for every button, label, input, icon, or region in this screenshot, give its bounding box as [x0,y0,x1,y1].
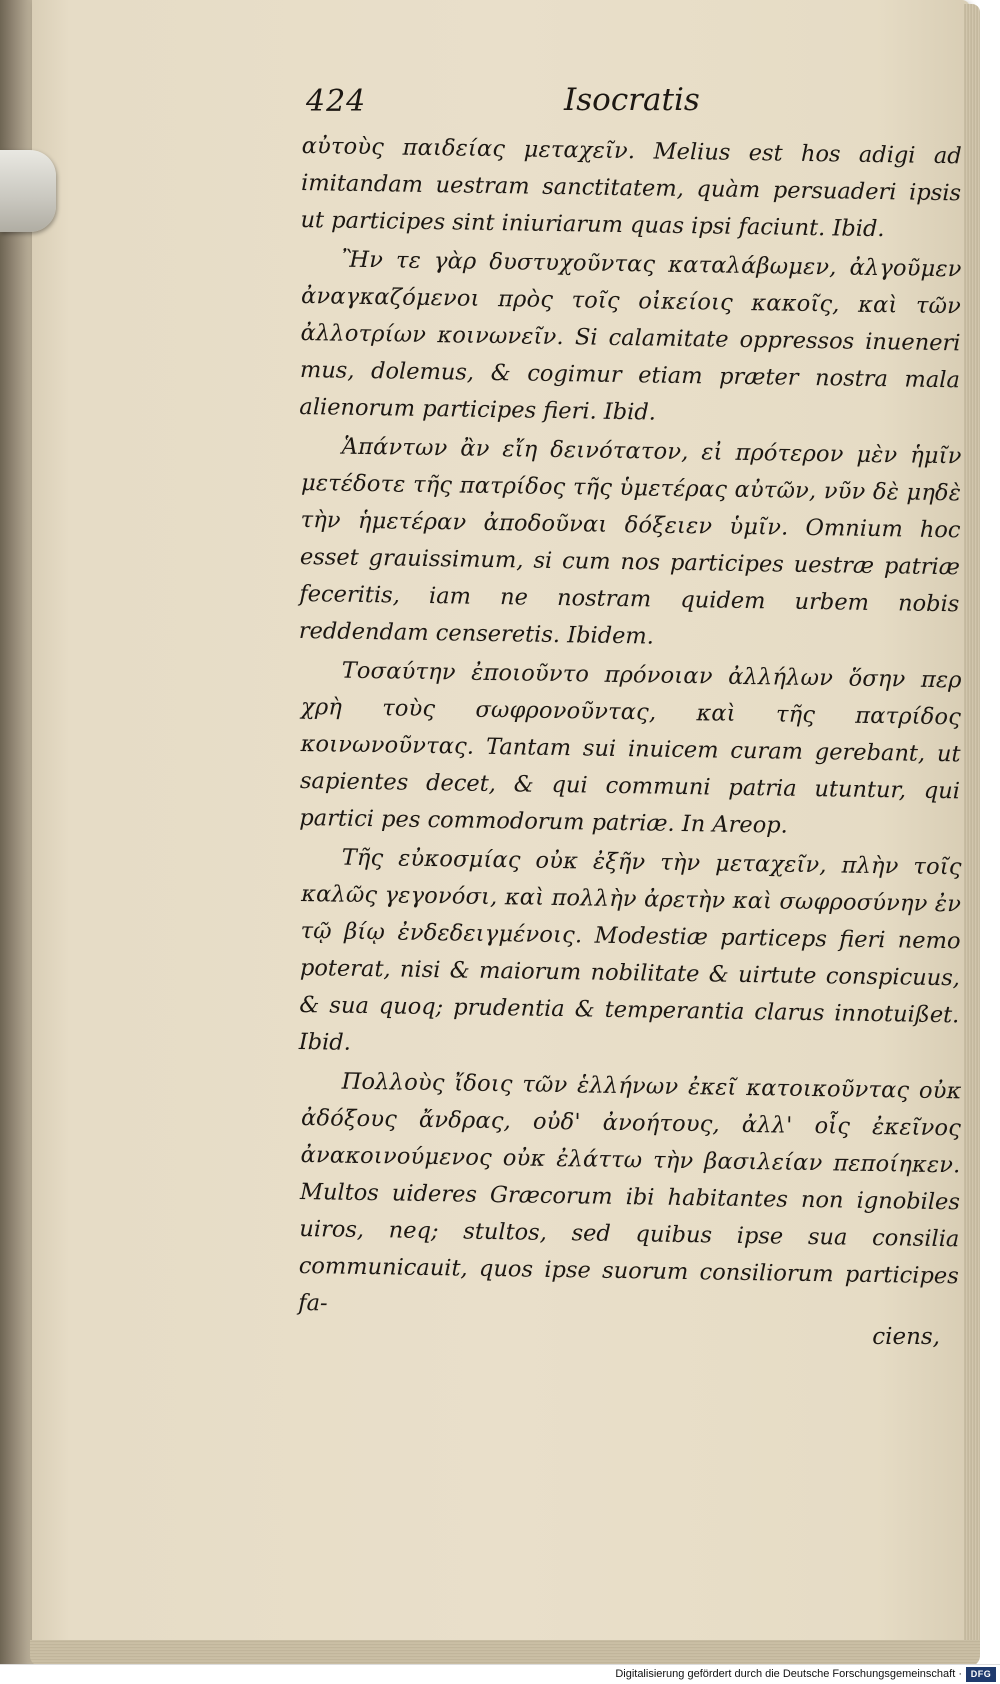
running-title: Isocratis [564,82,700,118]
greek-quote: Ἢν τε γὰρ δυστυχοῦντας καταλάβωμεν, ἀλγοῦμεν ἀναγκαζόμενοι πρὸς τοῖς οἰκείοις κακοῖς, καὶ τῶν ἀλλοτρίων κοινωνεῖν. [300,246,962,351]
paragraph-2 [299,241,962,436]
latin-translation: Melius est hos adigi ad imitandam uestram sanctitatem, quàm persuaderi ipsis ut participes sint iniuriarum quas ipsi faciunt. Ibid. [300,138,962,243]
paragraph-3 [299,428,962,660]
latin-translation: Modestiæ particeps fieri nemo poterat, nisi & maiorum nobilitate & uirtute conspicuus, & sua quoq; prudentia & temperantia clarus innotuißet. Ibid. [298,922,961,1056]
latin-translation: Multos uideres Græcorum ibi habitantes non ignobiles uiros, neq; stultos, sed quibus ipse sua consilia communicauit, quos ipse suorum consiliorum participes fa- [298,1178,961,1317]
paragraph-4 [299,652,962,847]
page-text-block [298,82,962,1350]
paragraph-5 [299,839,962,1071]
latin-translation: Tantam sui inuicem curam gerebant, ut sapientes decet, & qui communi patria utuntur, qui partici pes commodorum patriæ. In Areop. [299,733,961,839]
paragraph-1 [300,128,962,249]
latin-translation: Omnium hoc esset grauissimum, si cum nos participes uestræ patriæ feceritis, iam ne nostram quidem urbem nobis reddendam censeretis. Ibidem. [298,514,961,650]
paragraph-6 [298,1063,962,1332]
page-stack-right-edge [964,4,980,1660]
greek-quote: Τοσαύτην ἐποιοῦντο πρόνοιαν ἀλλήλων ὅσην περ χρὴ τοὺς σωφρονοῦντας, καὶ τῆς πατρίδος κοινωνοῦντας. [300,657,962,760]
digitization-footer [0,1664,1000,1684]
page-number: 424 [306,84,367,119]
greek-quote: αὐτοὺς παιδείας μεταχεῖν. [301,132,636,165]
page-clip-tab [0,150,56,232]
greek-quote: Ἁπάντων ἂν εἴη δεινότατον, εἰ πρότερον μὲν ἡμῖν μετέδοτε τῆς πατρίδος τῆς ὑμετέρας αὐτῶν, νῦν δὲ μηδὲ τὴν ἡμετέραν ἀποδοῦναι δόξειεν ὑμῖν. [300,433,962,541]
latin-translation: Si calamitate oppressos inueneri mus, dolemus, & cogimur etiam præter nostra mala alienorum participes fieri. Ibid. [299,324,961,426]
page-stack-bottom-edge [30,1640,980,1666]
greek-quote: Τῆς εὐκοσμίας οὐκ ἐξῆν τὴν μεταχεῖν, πλὴν τοῖς καλῶς γεγονόσι, καὶ πολλὴν ἀρετὴν καὶ σωφροσύνην ἐν τῷ βίῳ ἐνδεδειγμένοις. [300,844,962,949]
running-head [302,82,962,128]
funding-credit: Digitalisierung gefördert durch die Deutsche Forschungsgemeinschaft · [615,1668,962,1680]
dfg-logo: DFG [966,1667,996,1682]
greek-quote: Πολλοὺς ἴδοις τῶν ἑλλήνων ἐκεῖ κατοικοῦντας οὐκ ἀδόξους ἄνδρας, οὐδ' ἀνοήτους, ἀλλ' οἷς ἐκεῖνος ἀνακοινούμενος οὐκ ἐλάττω τὴν βασιλείαν πεποίηκεν. [300,1068,962,1179]
catchword: ciens, [872,1324,940,1350]
